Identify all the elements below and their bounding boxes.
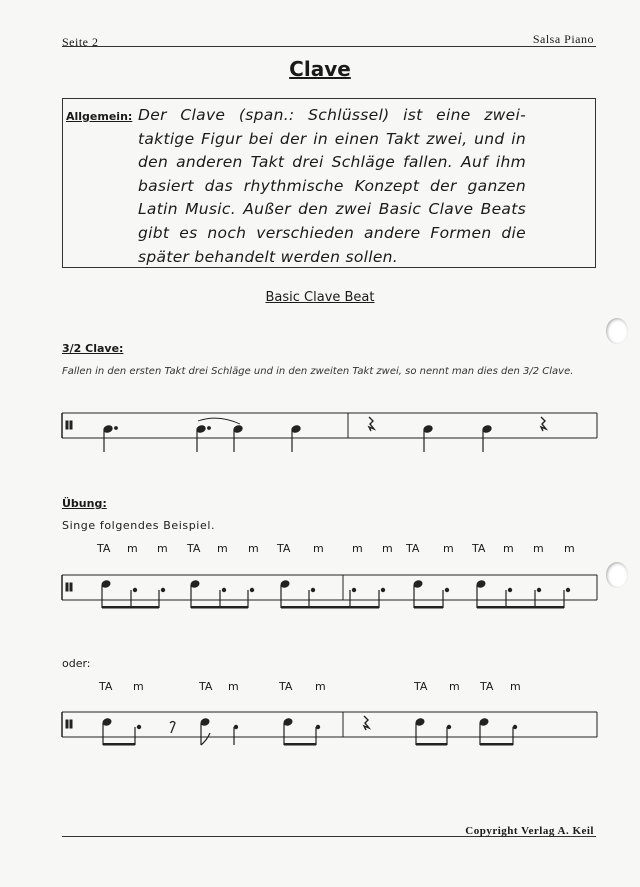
page-number: Seite 2	[62, 35, 99, 49]
syllable: TA	[406, 542, 420, 555]
book-title: Salsa Piano	[532, 32, 594, 46]
syllable: TA	[97, 542, 111, 555]
intro-text: Der Clave (span.: Schlüssel) ist eine zwei-taktige Figur bei der in einen Takt zwei, und in den anderen Takt drei Schläge fallen. Auf ihm basiert das rhythmische Konzept der ganzen Latin Music. Außer den zwei Basic Clave Beats gibt es noch verschieden andere Formen die später behandelt werden sollen.	[138, 106, 526, 266]
syllable: m	[382, 542, 393, 555]
syllable: m	[510, 680, 521, 693]
intro-label: Allgemein:	[66, 110, 133, 123]
uebung-instruction: Singe folgendes Beispiel.	[62, 519, 216, 532]
syllable: m	[313, 542, 324, 555]
clave-32-description: Fallen in den ersten Takt drei Schläge und in den zweiten Takt zwei, so nennt man dies den 3/2 Clave.	[62, 366, 574, 377]
syllable: m	[228, 680, 239, 693]
syllable: m	[315, 680, 326, 693]
syllable: TA	[472, 542, 486, 555]
syllable: TA	[199, 680, 213, 693]
syllable: m	[127, 542, 138, 555]
syllable: m	[217, 542, 228, 555]
syllable: m	[533, 542, 544, 555]
section-title: Basic Clave Beat	[265, 290, 375, 305]
syllable: m	[449, 680, 460, 693]
syllable: TA	[480, 680, 494, 693]
syllable: m	[248, 542, 259, 555]
page-title: Clave	[289, 57, 351, 81]
syllable: m	[503, 542, 514, 555]
syllable: TA	[187, 542, 201, 555]
clave-32-heading: 3/2 Clave:	[62, 342, 124, 355]
syllable: TA	[279, 680, 293, 693]
oder-label: oder:	[62, 657, 91, 670]
syllable: m	[352, 542, 363, 555]
syllable: m	[443, 542, 454, 555]
syllable: TA	[414, 680, 428, 693]
syllable: TA	[277, 542, 291, 555]
uebung-heading: Übung:	[62, 497, 107, 510]
syllable: m	[157, 542, 168, 555]
copyright-notice: Copyright Verlag A. Keil	[465, 825, 594, 837]
syllable: m	[133, 680, 144, 693]
syllable: TA	[99, 680, 113, 693]
syllable: m	[564, 542, 575, 555]
